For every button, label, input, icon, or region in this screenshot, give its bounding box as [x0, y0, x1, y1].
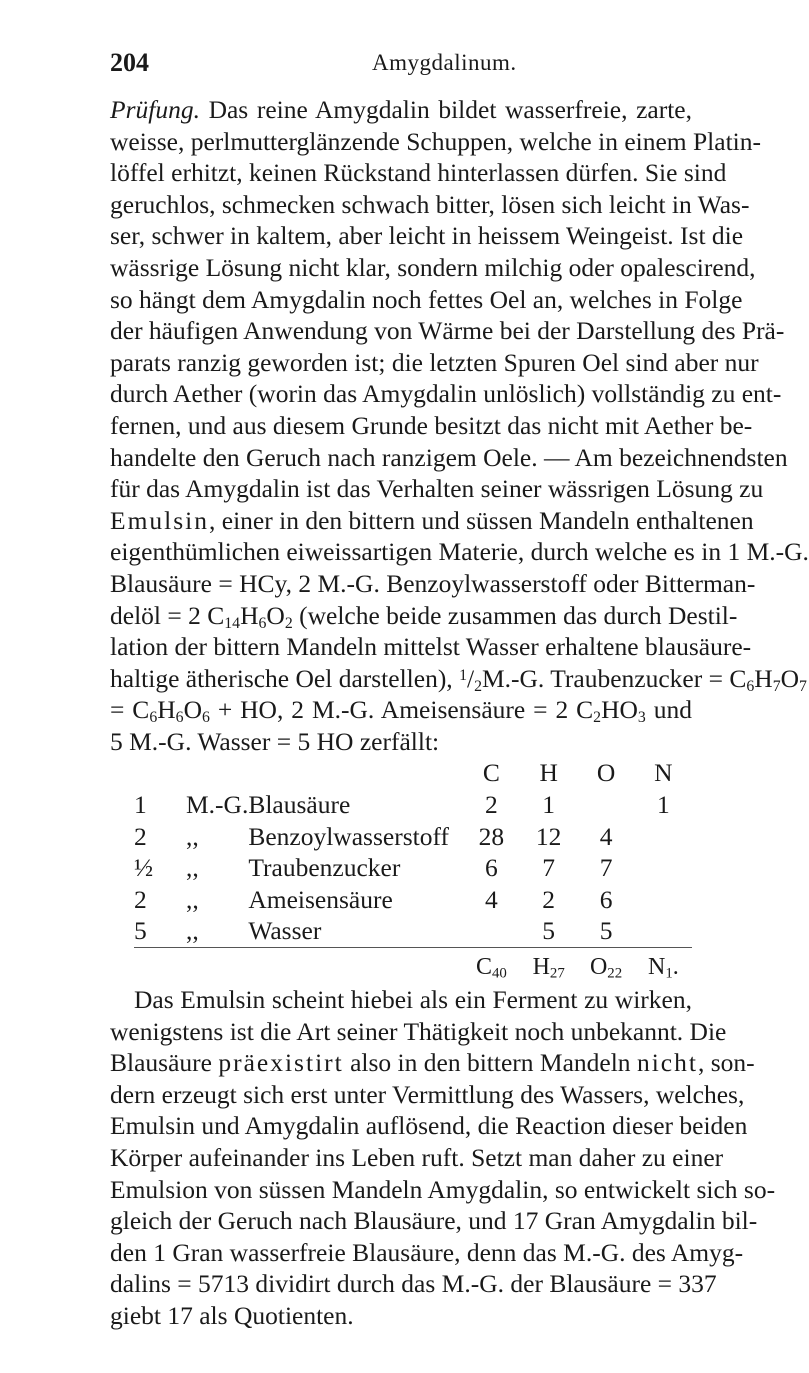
sum-c: $C_{40}$: [463, 948, 520, 985]
table-row: 2 ,, Benzoylwasserstoff 28 12 4: [134, 821, 613, 851]
column-header-n: N: [654, 758, 673, 788]
column-header-h: H: [539, 758, 558, 788]
text-line: Das Emulsin scheint hiebei als ein Ferment zu wirken,: [134, 985, 692, 1015]
text-line: 5 M.-G. Wasser = 5 HO zerfällt:: [110, 726, 440, 756]
text-line: eigenthümlichen eiweissartigen Materie, durch welche es in 1 M.-G.: [110, 537, 809, 567]
text-line: Emulsin, einer in den bittern und süssen Mandeln enthaltenen: [110, 505, 754, 535]
table-row: 5 ,, Wasser 5 5: [134, 916, 613, 946]
table-sum-row: [134, 948, 692, 985]
text-line: ser, schwer in kaltem, aber leicht in heissem Weingeist. Ist die: [110, 221, 744, 251]
formula-line: haltige ätherische Oel darstellen), $^1/_2M.-G$. Traubenzucker = $C_6H_7O_7$: [110, 663, 807, 695]
text-line: Blausäure präexistirt also in den bittern Mandeln nicht, son-: [110, 1048, 755, 1078]
text-line: der häufigen Anwendung von Wärme bei der Darstellung des Prä-: [110, 316, 785, 346]
table-row: ½ ,, Traubenzucker 6 7 7: [134, 853, 613, 883]
column-header-o: O: [596, 758, 616, 788]
column-header-c: C: [482, 758, 500, 788]
running-header: [110, 48, 690, 82]
sum-h: $H_{27}$: [520, 948, 577, 985]
emphasis-spaced: Emulsin: [110, 505, 210, 535]
text-line: Körper aufeinander ins Leben ruft. Setzt man daher zu einer: [110, 1143, 724, 1172]
text-line: giebt 17 als Quotienten.: [110, 1300, 354, 1330]
text-line: fernen, und aus diesem Grunde besitzt das nicht mit Aether be-: [110, 410, 753, 440]
text-line: Blausäure = HCy, 2 M.-G. Benzoylwasserstoff oder Bitterman-: [110, 568, 756, 598]
sum-n: $N_1$.: [635, 948, 692, 985]
sum-o: $O_{22}$: [577, 948, 634, 985]
formula-line: delöl = 2 $C_{14}H_6O_2$ (welche beide zusammen das durch Destil-: [110, 600, 738, 632]
emphasis-spaced: nicht: [636, 1048, 698, 1078]
page-body: [110, 94, 809, 1332]
text-line: für das Amygdalin ist das Verhalten seiner wässrigen Lösung zu: [110, 474, 764, 504]
text-line: lation der bittern Mandeln mittelst Wasser erhaltene blausäure-: [110, 632, 752, 662]
text-line: löffel erhitzt, keinen Rückstand hinterlassen dürfen. Sie sind: [110, 158, 727, 188]
text-line: parats ranzig geworden ist; die letzten Spuren Oel sind aber nur: [110, 347, 759, 377]
text-line: wässrige Lösung nicht klar, sondern milchig oder opalescirend,: [110, 252, 756, 282]
paragraph-pruefung: [110, 94, 809, 757]
text-line: Emulsin und Amygdalin auflösend, die Reaction dieser beiden: [110, 1111, 748, 1141]
text-line: dalins = 5713 dividirt durch das M.-G. der Blausäure = 337: [110, 1269, 717, 1299]
section-lead: Prüfung.: [110, 95, 200, 124]
page-number: 204: [110, 48, 149, 77]
text-line: Prüfung. Das reine Amygdalin bildet wasserfreie, zarte,: [110, 95, 692, 124]
table-row: 2 ,, Ameisensäure 4 2 6: [134, 884, 613, 914]
text-line: gleich der Geruch nach Blausäure, und 17 Gran Amygdalin bil-: [110, 1206, 758, 1236]
text-line: geruchlos, schmecken schwach bitter, lösen sich leicht in Was-: [110, 189, 750, 219]
table-row: 1 M.-G. Blausäure 2 1 1: [134, 790, 670, 820]
paragraph-emulsin: [110, 984, 776, 1332]
text-line: wenigstens ist die Art seiner Thätigkeit noch unbekannt. Die: [110, 1016, 727, 1046]
text-line: so hängt dem Amygdalin noch fettes Oel an, welches in Folge: [110, 284, 743, 314]
formula-line: = $C_6H_6O_6$ + HO, 2 M.-G. Ameisensäure = 2 $C_2HO_3$ und: [110, 695, 693, 727]
text-line: Emulsion von süssen Mandeln Amygdalin, so entwickelt sich so-: [110, 1174, 776, 1204]
text-line: weisse, perlmutterglänzende Schuppen, welche in einem Platin-: [110, 126, 761, 156]
emphasis-spaced: präexistirt: [218, 1048, 344, 1078]
table-header-row: [134, 757, 692, 789]
composition-table: [134, 757, 692, 984]
text-line: handelte den Geruch nach ranzigem Oele. — Am bezeichnendsten: [110, 442, 788, 472]
text-line: den 1 Gran wasserfreie Blausäure, denn das M.-G. des Amyg-: [110, 1237, 744, 1267]
running-title: Amygdalinum.: [372, 50, 517, 75]
text-line: dern erzeugt sich erst unter Vermittlung des Wassers, welches,: [110, 1079, 745, 1109]
text-line: durch Aether (worin das Amygdalin unlöslich) vollständig zu ent-: [110, 379, 782, 409]
